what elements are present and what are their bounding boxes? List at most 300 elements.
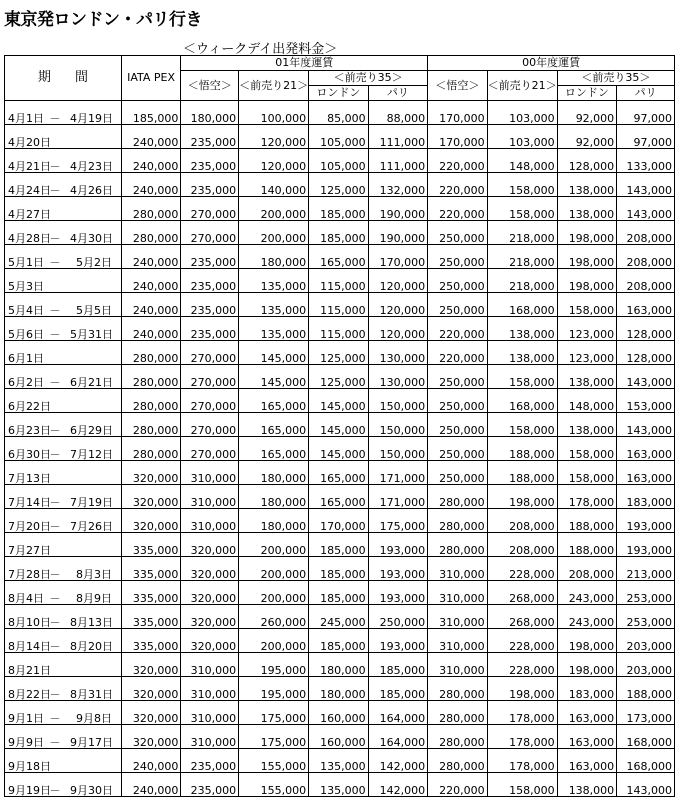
period-end: 5月2日 — [76, 256, 112, 269]
period-cell — [5, 341, 122, 365]
fare-cell: 145,000 — [309, 437, 369, 461]
fare-cell: 235,000 — [181, 149, 239, 173]
fare-cell: 270,000 — [181, 437, 239, 461]
period-end: 4月26日 — [70, 184, 113, 197]
fare-cell: 240,000 — [121, 245, 181, 269]
period-dash: － — [49, 592, 61, 605]
fare-cell: 235,000 — [181, 269, 239, 293]
fare-cell: 280,000 — [428, 509, 488, 533]
fare-cell: 240,000 — [121, 749, 181, 773]
fare-cell: 170,000 — [309, 509, 369, 533]
fare-cell: 208,000 — [487, 533, 557, 557]
fare-cell: 180,000 — [309, 653, 369, 677]
fare-cell: 310,000 — [181, 725, 239, 749]
fare-cell: 185,000 — [309, 533, 369, 557]
fare-cell: 270,000 — [181, 197, 239, 221]
table-row — [5, 221, 675, 245]
fare-cell: 235,000 — [181, 125, 239, 149]
year01-advance35-header: ＜前売り35＞ — [309, 71, 428, 86]
fare-cell: 105,000 — [309, 149, 369, 173]
fare-cell: 125,000 — [309, 341, 369, 365]
fare-cell: 150,000 — [368, 437, 428, 461]
fare-cell: 135,000 — [309, 749, 369, 773]
period-start: 4月1日 — [8, 112, 44, 125]
fare-cell: 270,000 — [181, 365, 239, 389]
fare-cell: 164,000 — [368, 725, 428, 749]
period-cell — [5, 701, 122, 725]
fare-cell: 120,000 — [368, 293, 428, 317]
fare-cell: 220,000 — [428, 149, 488, 173]
period-end: 4月19日 — [70, 112, 113, 125]
table-row — [5, 581, 675, 605]
period-cell — [5, 677, 122, 701]
fare-cell: 175,000 — [239, 725, 309, 749]
fare-cell: 178,000 — [487, 749, 557, 773]
fare-cell: 280,000 — [428, 749, 488, 773]
period-dash: － — [49, 304, 61, 317]
fare-cell: 158,000 — [487, 413, 557, 437]
fare-cell: 228,000 — [487, 629, 557, 653]
fare-cell: 143,000 — [617, 413, 675, 437]
period-cell — [5, 149, 122, 173]
fare-cell: 268,000 — [487, 581, 557, 605]
fare-cell: 250,000 — [428, 365, 488, 389]
fare-cell: 243,000 — [557, 605, 617, 629]
fare-cell: 178,000 — [487, 725, 557, 749]
fare-cell: 180,000 — [239, 509, 309, 533]
fare-cell: 115,000 — [309, 293, 369, 317]
fare-cell: 138,000 — [557, 773, 617, 797]
fare-cell: 150,000 — [368, 389, 428, 413]
period-cell — [5, 317, 122, 341]
fare-cell: 145,000 — [309, 389, 369, 413]
fare-cell: 243,000 — [557, 581, 617, 605]
period-start: 8月10日 — [8, 616, 51, 629]
fare-cell: 158,000 — [487, 365, 557, 389]
table-row — [5, 485, 675, 509]
fare-cell: 183,000 — [557, 677, 617, 701]
fare-cell: 218,000 — [487, 221, 557, 245]
table-row — [5, 365, 675, 389]
fare-cell: 280,000 — [428, 533, 488, 557]
fare-cell: 142,000 — [368, 773, 428, 797]
fare-cell: 180,000 — [239, 245, 309, 269]
period-cell — [5, 581, 122, 605]
year00-paris-header: パリ — [617, 86, 675, 101]
year00-advance35-header: ＜前売り35＞ — [557, 71, 674, 86]
fare-cell: 115,000 — [309, 317, 369, 341]
period-cell — [5, 485, 122, 509]
fare-cell: 235,000 — [181, 173, 239, 197]
fare-cell: 250,000 — [428, 389, 488, 413]
fare-cell: 250,000 — [428, 461, 488, 485]
period-cell — [5, 653, 122, 677]
fare-cell: 220,000 — [428, 773, 488, 797]
fare-cell: 310,000 — [428, 629, 488, 653]
fare-cell: 163,000 — [617, 437, 675, 461]
table-row — [5, 677, 675, 701]
fare-cell: 245,000 — [309, 605, 369, 629]
period-cell — [5, 533, 122, 557]
fare-cell: 240,000 — [121, 149, 181, 173]
fare-cell: 138,000 — [557, 173, 617, 197]
fare-cell: 208,000 — [617, 221, 675, 245]
period-start: 9月1日 — [8, 712, 44, 725]
fare-cell: 168,000 — [487, 389, 557, 413]
table-row — [5, 341, 675, 365]
fare-cell: 133,000 — [617, 149, 675, 173]
fare-cell: 145,000 — [239, 341, 309, 365]
year01-paris-header: パリ — [368, 86, 428, 101]
fare-cell: 173,000 — [617, 701, 675, 725]
table-row — [5, 173, 675, 197]
period-dash: － — [49, 232, 61, 245]
fare-cell: 320,000 — [121, 509, 181, 533]
period-start: 6月2日 — [8, 376, 44, 389]
fare-cell: 320,000 — [121, 653, 181, 677]
period-start: 8月22日 — [8, 688, 51, 701]
table-row — [5, 701, 675, 725]
period-cell — [5, 461, 122, 485]
period-end: 6月29日 — [70, 424, 113, 437]
fare-cell: 130,000 — [368, 341, 428, 365]
period-start: 6月30日 — [8, 448, 51, 461]
fare-cell: 220,000 — [428, 197, 488, 221]
fare-cell: 185,000 — [309, 557, 369, 581]
fare-cell: 213,000 — [617, 557, 675, 581]
fare-cell: 310,000 — [181, 653, 239, 677]
fare-cell: 335,000 — [121, 605, 181, 629]
fare-cell: 310,000 — [181, 701, 239, 725]
period-start: 7月27日 — [8, 544, 51, 557]
fare-cell: 160,000 — [309, 701, 369, 725]
fare-cell: 235,000 — [181, 293, 239, 317]
period-end: 8月13日 — [70, 616, 113, 629]
fare-cell: 180,000 — [181, 101, 239, 125]
period-end: 4月30日 — [70, 232, 113, 245]
table-row — [5, 749, 675, 773]
fare-cell: 165,000 — [309, 245, 369, 269]
fare-cell: 320,000 — [181, 605, 239, 629]
period-cell — [5, 101, 122, 125]
table-row — [5, 101, 675, 125]
fare-cell: 180,000 — [239, 461, 309, 485]
fare-cell: 320,000 — [121, 725, 181, 749]
fare-cell: 193,000 — [368, 533, 428, 557]
fare-cell: 270,000 — [181, 413, 239, 437]
period-start: 8月21日 — [8, 664, 51, 677]
period-dash: － — [49, 496, 61, 509]
period-cell — [5, 173, 122, 197]
fare-cell: 128,000 — [557, 149, 617, 173]
table-row — [5, 293, 675, 317]
period-start: 9月18日 — [8, 760, 51, 773]
period-dash: － — [49, 256, 61, 269]
fare-cell: 240,000 — [121, 269, 181, 293]
fare-cell: 180,000 — [239, 485, 309, 509]
period-cell — [5, 197, 122, 221]
fare-cell: 218,000 — [487, 269, 557, 293]
fare-table-header — [5, 56, 675, 101]
fare-cell: 280,000 — [428, 485, 488, 509]
fare-cell: 208,000 — [617, 245, 675, 269]
fare-cell: 158,000 — [487, 173, 557, 197]
period-dash: － — [49, 736, 61, 749]
fare-cell: 103,000 — [487, 101, 557, 125]
fare-cell: 208,000 — [617, 269, 675, 293]
period-dash: － — [49, 112, 61, 125]
fare-cell: 158,000 — [557, 461, 617, 485]
fare-cell: 125,000 — [309, 365, 369, 389]
fare-cell: 155,000 — [239, 773, 309, 797]
fare-cell: 185,000 — [309, 221, 369, 245]
fare-cell: 280,000 — [428, 701, 488, 725]
period-cell — [5, 221, 122, 245]
fare-cell: 235,000 — [181, 749, 239, 773]
fare-cell: 280,000 — [121, 437, 181, 461]
period-end: 8月3日 — [76, 568, 112, 581]
period-start: 4月27日 — [8, 208, 51, 221]
fare-cell: 240,000 — [121, 125, 181, 149]
fare-cell: 85,000 — [309, 101, 369, 125]
period-end: 7月26日 — [70, 520, 113, 533]
table-row — [5, 245, 675, 269]
period-end: 7月19日 — [70, 496, 113, 509]
fare-cell: 335,000 — [121, 629, 181, 653]
fare-cell: 190,000 — [368, 221, 428, 245]
fare-cell: 310,000 — [181, 677, 239, 701]
iata-pex-header: IATA PEX — [121, 56, 181, 101]
period-dash: － — [49, 712, 61, 725]
period-end: 8月9日 — [76, 592, 112, 605]
fare-cell: 143,000 — [617, 773, 675, 797]
fare-cell: 235,000 — [181, 773, 239, 797]
fare-cell: 260,000 — [239, 605, 309, 629]
table-row — [5, 509, 675, 533]
table-row — [5, 269, 675, 293]
fare-cell: 310,000 — [428, 581, 488, 605]
fare-cell: 280,000 — [428, 677, 488, 701]
period-dash: － — [49, 784, 61, 797]
period-dash: － — [49, 160, 61, 173]
fare-cell: 280,000 — [428, 725, 488, 749]
fare-cell: 188,000 — [487, 437, 557, 461]
fare-cell: 120,000 — [368, 317, 428, 341]
fare-cell: 97,000 — [617, 125, 675, 149]
fare-cell: 163,000 — [617, 293, 675, 317]
fare-table — [4, 55, 675, 797]
fare-cell: 320,000 — [181, 581, 239, 605]
fare-cell: 193,000 — [368, 557, 428, 581]
period-dash: － — [49, 520, 61, 533]
period-start: 8月14日 — [8, 640, 51, 653]
fare-cell: 208,000 — [557, 557, 617, 581]
period-start: 6月23日 — [8, 424, 51, 437]
year00-advance21-header: ＜前売り21＞ — [487, 71, 557, 101]
fare-cell: 218,000 — [487, 245, 557, 269]
table-row — [5, 629, 675, 653]
fare-cell: 128,000 — [617, 341, 675, 365]
fare-cell: 240,000 — [121, 173, 181, 197]
fare-cell: 143,000 — [617, 197, 675, 221]
table-row — [5, 533, 675, 557]
fare-cell: 135,000 — [239, 293, 309, 317]
fare-cell: 235,000 — [181, 245, 239, 269]
fare-cell: 165,000 — [309, 461, 369, 485]
period-dash: － — [49, 568, 61, 581]
fare-cell: 158,000 — [487, 197, 557, 221]
fare-cell: 143,000 — [617, 173, 675, 197]
table-row — [5, 461, 675, 485]
fare-cell: 158,000 — [557, 293, 617, 317]
fare-cell: 310,000 — [428, 653, 488, 677]
period-dash: － — [49, 688, 61, 701]
fare-cell: 320,000 — [121, 485, 181, 509]
page-title: 東京発ロンドン・パリ行き — [4, 10, 202, 30]
fare-cell: 115,000 — [309, 269, 369, 293]
period-end: 6月21日 — [70, 376, 113, 389]
fare-cell: 198,000 — [487, 485, 557, 509]
fare-cell: 310,000 — [181, 509, 239, 533]
period-start: 4月28日 — [8, 232, 51, 245]
period-start: 5月4日 — [8, 304, 44, 317]
period-start: 4月21日 — [8, 160, 51, 173]
fare-cell: 97,000 — [617, 101, 675, 125]
fare-cell: 158,000 — [487, 773, 557, 797]
fare-cell: 148,000 — [487, 149, 557, 173]
table-row — [5, 125, 675, 149]
fare-cell: 138,000 — [487, 317, 557, 341]
fare-cell: 168,000 — [617, 725, 675, 749]
fare-cell: 123,000 — [557, 317, 617, 341]
fare-cell: 268,000 — [487, 605, 557, 629]
period-dash: － — [49, 640, 61, 653]
table-row — [5, 317, 675, 341]
year00-london-header: ロンドン — [557, 86, 617, 101]
fare-cell: 148,000 — [557, 389, 617, 413]
period-start: 7月14日 — [8, 496, 51, 509]
fare-cell: 220,000 — [428, 173, 488, 197]
fare-cell: 228,000 — [487, 653, 557, 677]
fare-cell: 185,000 — [309, 629, 369, 653]
fare-cell: 123,000 — [557, 341, 617, 365]
table-row — [5, 605, 675, 629]
fare-cell: 170,000 — [428, 125, 488, 149]
year00-fares-header: 00年度運賃 — [428, 56, 675, 71]
fare-cell: 130,000 — [368, 365, 428, 389]
fare-cell: 153,000 — [617, 389, 675, 413]
fare-cell: 163,000 — [557, 701, 617, 725]
fare-cell: 198,000 — [487, 677, 557, 701]
fare-cell: 250,000 — [428, 269, 488, 293]
period-start: 9月9日 — [8, 736, 44, 749]
fare-cell: 120,000 — [239, 149, 309, 173]
table-row — [5, 389, 675, 413]
period-cell — [5, 509, 122, 533]
fare-cell: 250,000 — [428, 293, 488, 317]
period-end: 4月23日 — [70, 160, 113, 173]
fare-cell: 178,000 — [487, 701, 557, 725]
period-cell — [5, 125, 122, 149]
fare-cell: 240,000 — [121, 293, 181, 317]
fare-cell: 170,000 — [428, 101, 488, 125]
period-cell — [5, 389, 122, 413]
fare-cell: 220,000 — [428, 341, 488, 365]
period-start: 5月3日 — [8, 280, 44, 293]
fare-cell: 188,000 — [557, 509, 617, 533]
fare-cell: 250,000 — [428, 413, 488, 437]
period-cell — [5, 725, 122, 749]
fare-cell: 280,000 — [121, 389, 181, 413]
fare-cell: 235,000 — [181, 317, 239, 341]
fare-cell: 140,000 — [239, 173, 309, 197]
table-row — [5, 557, 675, 581]
fare-cell: 203,000 — [617, 653, 675, 677]
year01-london-header: ロンドン — [309, 86, 369, 101]
period-end: 5月5日 — [76, 304, 112, 317]
fare-cell: 168,000 — [617, 749, 675, 773]
fare-cell: 170,000 — [368, 245, 428, 269]
fare-cell: 165,000 — [309, 485, 369, 509]
period-cell — [5, 605, 122, 629]
fare-cell: 168,000 — [487, 293, 557, 317]
fare-cell: 92,000 — [557, 101, 617, 125]
fare-cell: 175,000 — [239, 701, 309, 725]
fare-cell: 280,000 — [121, 221, 181, 245]
period-end: 5月31日 — [70, 328, 113, 341]
fare-cell: 132,000 — [368, 173, 428, 197]
fare-cell: 198,000 — [557, 221, 617, 245]
fare-cell: 185,000 — [309, 197, 369, 221]
fare-cell: 203,000 — [617, 629, 675, 653]
fare-cell: 164,000 — [368, 701, 428, 725]
period-cell — [5, 749, 122, 773]
period-dash: － — [49, 328, 61, 341]
period-dash: － — [49, 376, 61, 389]
fare-cell: 320,000 — [181, 629, 239, 653]
period-start: 7月13日 — [8, 472, 51, 485]
fare-cell: 171,000 — [368, 461, 428, 485]
period-start: 5月1日 — [8, 256, 44, 269]
fare-cell: 138,000 — [557, 365, 617, 389]
period-start: 4月20日 — [8, 136, 51, 149]
fare-cell: 185,000 — [368, 653, 428, 677]
period-start: 5月6日 — [8, 328, 44, 341]
fare-cell: 310,000 — [428, 557, 488, 581]
fare-cell: 180,000 — [309, 677, 369, 701]
period-cell — [5, 557, 122, 581]
fare-cell: 240,000 — [121, 317, 181, 341]
period-cell — [5, 365, 122, 389]
fare-cell: 185,000 — [121, 101, 181, 125]
period-start: 6月22日 — [8, 400, 51, 413]
fare-cell: 155,000 — [239, 749, 309, 773]
fare-cell: 100,000 — [239, 101, 309, 125]
year01-advance21-header: ＜前売り21＞ — [239, 71, 309, 101]
fare-cell: 198,000 — [557, 269, 617, 293]
table-row — [5, 413, 675, 437]
period-dash: － — [49, 616, 61, 629]
fare-cell: 92,000 — [557, 125, 617, 149]
period-end: 9月30日 — [70, 784, 113, 797]
fare-cell: 160,000 — [309, 725, 369, 749]
fare-cell: 163,000 — [617, 461, 675, 485]
fare-cell: 240,000 — [121, 773, 181, 797]
table-row — [5, 197, 675, 221]
fare-cell: 200,000 — [239, 197, 309, 221]
fare-cell: 270,000 — [181, 221, 239, 245]
fare-cell: 253,000 — [617, 605, 675, 629]
